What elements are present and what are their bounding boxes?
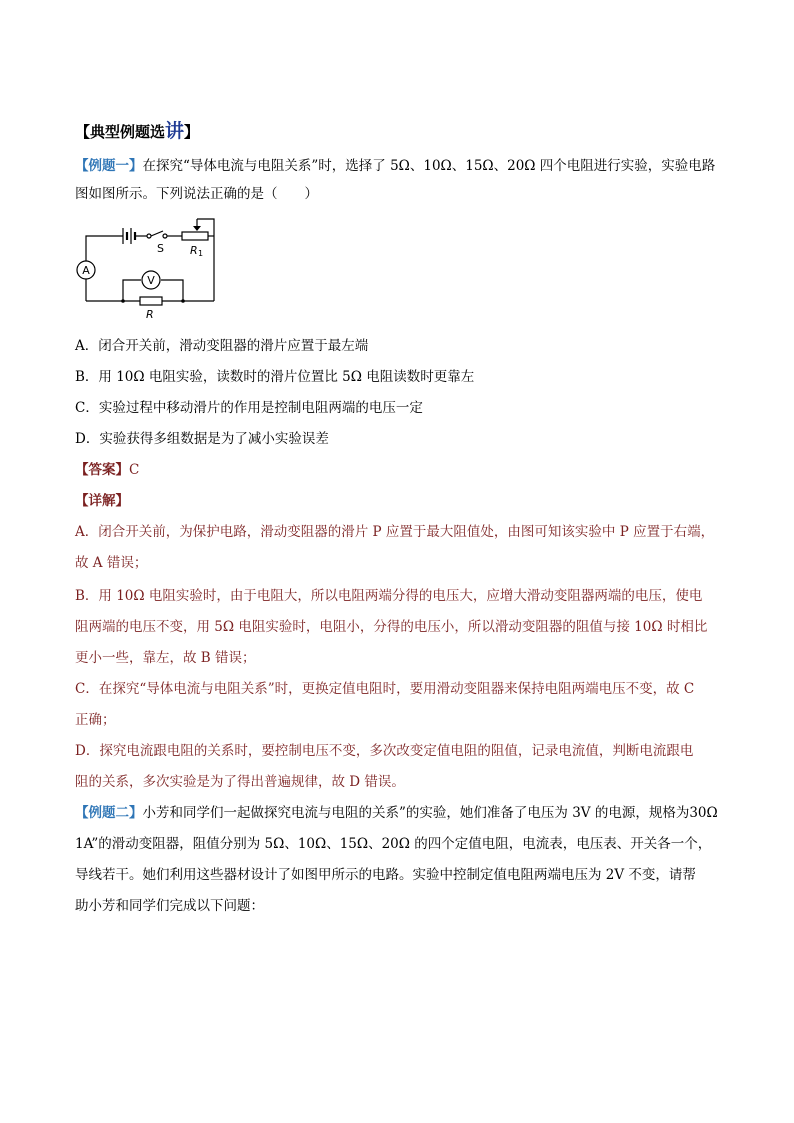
section-heading-emph: 讲 xyxy=(165,120,185,142)
example-1-tag: 【例题一】 xyxy=(75,158,143,174)
explain-c-line-2: 正确； xyxy=(75,712,116,728)
section-heading xyxy=(75,116,199,143)
explain-b-line-2: 阻两端的电压不变，用 5Ω 电阻实验时，电阻小，分得的电压小，所以滑动变阻器的阻值与接 10Ω 时相比 xyxy=(75,619,708,635)
circuit-diagram xyxy=(75,214,225,322)
explain-b-line-1: B．用 10Ω 电阻实验时，由于电阻大，所以电阻两端分得的电压大，应增大滑动变阻器两端的电压，使电 xyxy=(75,588,703,604)
example-1-question-text-1: 在探究“导体电流与电阻关系”时，选择了 5Ω、10Ω、15Ω、20Ω 四个电阻进行实验，实验电路 xyxy=(142,158,716,174)
option-b: B．用 10Ω 电阻实验，读数时的滑片位置比 5Ω 电阻读数时更靠左 xyxy=(75,369,475,385)
example-2-line-2: 1A”的滑动变阻器，阻值分别为 5Ω、10Ω、15Ω、20Ω 的四个定值电阻，电流表，电压表、开关各一个， xyxy=(75,836,712,852)
explain-d-line-1: D．探究电流跟电阻的关系时，要控制电压不变，多次改变定值电阻的阻值，记录电流值，判断电流跟电 xyxy=(75,743,694,759)
option-d: D．实验获得多组数据是为了减小实验误差 xyxy=(75,431,329,447)
rheostat-label: R xyxy=(190,244,198,257)
answer-line xyxy=(75,460,735,480)
ammeter-label: A xyxy=(82,264,90,277)
section-heading-prefix: 【典型例题选 xyxy=(75,123,166,141)
explain-b-line-3: 更小一些，靠左，故 B 错误； xyxy=(75,650,256,666)
detail-label: 【详解】 xyxy=(75,493,129,509)
explain-a-line-2: 故 A 错误； xyxy=(75,555,148,571)
example-1-question-line-1 xyxy=(75,156,735,176)
section-heading-suffix: 】 xyxy=(184,123,200,141)
voltmeter-label: V xyxy=(147,274,155,287)
switch-label: S xyxy=(157,242,164,255)
answer-label: 【答案】 xyxy=(75,462,129,478)
rheostat-subscript: 1 xyxy=(198,249,204,258)
option-a: A．闭合开关前，滑动变阻器的滑片应置于最左端 xyxy=(75,338,369,354)
example-1-question-line-2: 图如图所示。下列说法正确的是（ ） xyxy=(75,186,318,202)
example-2-line-1 xyxy=(75,803,735,823)
example-2-line-3: 导线若干。她们利用这些器材设计了如图甲所示的电路。实验中控制定值电阻两端电压为 2V 不变，请帮 xyxy=(75,867,696,883)
option-c: C．实验过程中移动滑片的作用是控制电阻两端的电压一定 xyxy=(75,400,423,416)
example-2-text-1: 小芳和同学们一起做探究电流与电阻的关系”的实验，她们准备了电压为 3V 的电源，规格为30Ω xyxy=(142,805,718,821)
answer-value: C xyxy=(129,462,140,478)
explain-a-line-1: A．闭合开关前，为保护电路，滑动变阻器的滑片 P 应置于最大阻值处，由图可知该实验中 P 应置于右端， xyxy=(75,524,715,540)
explain-d-line-2: 阻的关系，多次实验是为了得出普遍规律，故 D 错误。 xyxy=(75,774,405,790)
resistor-label: R xyxy=(146,308,154,321)
example-2-tag: 【例题二】 xyxy=(75,805,143,821)
example-2-line-4: 助小芳和同学们完成以下问题： xyxy=(75,898,264,914)
explain-c-line-1: C．在探究“导体电流与电阻关系”时，更换定值电阻时，要用滑动变阻器来保持电阻两端电压不变，故 C xyxy=(75,681,695,697)
